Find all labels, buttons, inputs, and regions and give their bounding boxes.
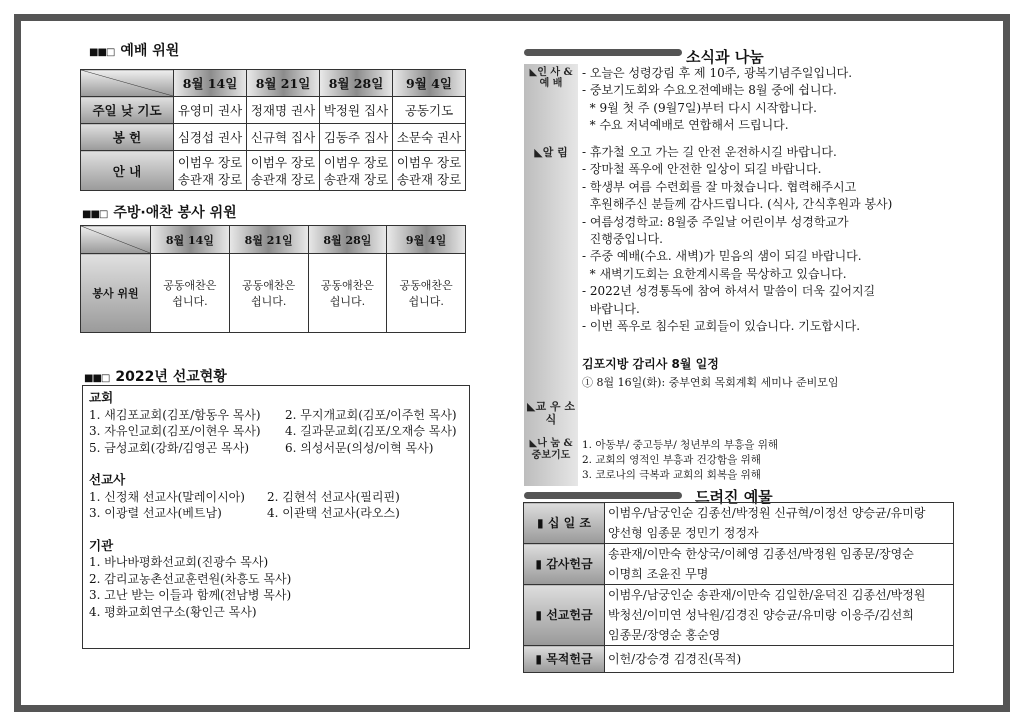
offering-names: 이헌/강승경 김경진(목적)	[605, 646, 954, 673]
table-cell: 소문숙 권사	[393, 124, 466, 151]
section-bullet-icon: ■■□	[84, 373, 110, 384]
list-item: 2. 감리교농촌선교훈련원(차흥도 목사)	[89, 571, 292, 586]
triangle-icon: ◣	[529, 438, 538, 449]
square-icon: ▮	[537, 516, 544, 530]
square-icon: ▮	[535, 557, 543, 571]
table-cell: 공동기도	[393, 97, 466, 124]
table-cell: 박정원 집사	[320, 97, 393, 124]
list-item: 1. 아동부/ 중고등부/ 청년부의 부흥을 위해	[582, 439, 779, 451]
offering-label: ▮ 십 일 조	[524, 503, 605, 544]
list-item: 후원해주신 분들께 감사드립니다. (식사, 간식후원과 봉사)	[582, 197, 893, 212]
section-bullet-icon: ■■□	[89, 47, 115, 58]
square-icon: ▮	[535, 652, 543, 666]
divider-bar	[524, 492, 682, 499]
offering-names: 이범우/남궁인순 김종선/박정원 신규혁/이정선 양승균/유미랑 양선형 임종문 정민기 정정자	[605, 503, 954, 544]
mission-box	[82, 385, 470, 649]
table-cell: 이범우 장로 송관재 장로	[320, 151, 393, 191]
date-header: 9월 4일	[387, 226, 466, 254]
mission-heading-organizations: 기관	[89, 537, 114, 553]
worship-table	[80, 69, 466, 191]
list-item: 4. 평화교회연구소(황인근 목사)	[89, 604, 257, 619]
offering-label: ▮ 목적헌금	[524, 646, 605, 673]
prayer-list	[582, 438, 778, 483]
table-cell: 신규혁 집사	[247, 124, 320, 151]
kitchen-title: 주방·애찬 봉사 위원	[113, 205, 237, 221]
date-header: 8월 14일	[151, 226, 230, 254]
list-item: - 장마철 폭우에 안전한 일상이 되길 바랍니다.	[582, 162, 822, 177]
date-header: 8월 14일	[174, 70, 247, 97]
table-cell: 유영미 권사	[174, 97, 247, 124]
list-item: 3. 코로나의 극복과 교회의 회복을 위해	[582, 469, 761, 481]
date-header: 8월 21일	[229, 226, 308, 254]
date-header: 8월 21일	[247, 70, 320, 97]
table-cell: 이범우 장로 송관재 장로	[247, 151, 320, 191]
mission-section-title	[84, 366, 227, 386]
table-cell: 심경섭 권사	[174, 124, 247, 151]
district-item: ① 8월 16일(화): 중부연회 목회계획 세미나 준비모임	[582, 376, 839, 389]
table-cell: 공동애찬은 쉽니다.	[308, 254, 387, 333]
list-item: - 중보기도회와 수요오전예배는 8월 중에 쉽니다.	[582, 83, 837, 98]
list-item: 1. 새김포교회(김포/함동우 목사) 2. 무지개교회(김포/이주헌 목사)	[89, 407, 457, 422]
list-item: - 오늘은 성령강림 후 제 10주, 광복기념주일입니다.	[582, 66, 853, 80]
list-item: 5. 금성교회(강화/김영곤 목사) 6. 의성서문(의성/이혁 목사)	[89, 440, 434, 455]
list-item: 진행중입니다.	[582, 232, 663, 247]
mission-heading-churches: 교회	[89, 390, 114, 405]
row-label-service: 봉사 위원	[81, 254, 151, 333]
list-item: 2. 교회의 영적인 부흥과 건강함을 위해	[582, 454, 761, 466]
share-label: ◣나 눔 & 중보기도	[529, 438, 573, 461]
divider-bar	[524, 49, 682, 56]
list-item: 1. 신정채 선교사(말레이시아) 2. 김현석 선교사(필리핀)	[89, 489, 400, 504]
offering-names: 이범우/남궁인순 송관재/이만숙 김일한/윤덕진 김종선/박정원 박청선/이미연 성낙원/김경진 양승균/유미랑 이응주/김선희 임종문/장영순 홍순영	[605, 585, 954, 646]
list-item: * 새벽기도회는 요한계시록을 묵상하고 있습니다.	[582, 266, 847, 281]
triangle-icon: ◣	[529, 67, 538, 78]
list-item: * 수요 저녁예배로 연합해서 드립니다.	[582, 118, 789, 133]
list-item: - 휴가철 오고 가는 길 안전 운전하시길 바랍니다.	[582, 145, 837, 159]
list-item: 1. 바나바평화선교회(진광수 목사)	[89, 555, 269, 569]
row-label-usher: 안 내	[81, 151, 174, 191]
member-news-label: ◣교 우 소 식	[526, 400, 575, 426]
mission-title: 2022년 선교현황	[115, 369, 227, 385]
list-item: - 여름성경학교: 8월중 주일날 어린이부 성경학교가	[582, 214, 849, 229]
list-item: - 주중 예배(수요. 새벽)가 믿음의 샘이 되길 바랍니다.	[582, 249, 862, 264]
greeting-list	[582, 65, 982, 135]
offering-title: 드려진 예물	[695, 488, 773, 506]
offering-label: ▮ 감사헌금	[524, 544, 605, 585]
date-header: 9월 4일	[393, 70, 466, 97]
table-cell: 이범우 장로 송관재 장로	[393, 151, 466, 191]
worship-title: 예배 위원	[120, 43, 180, 59]
section-bullet-icon: ■■□	[82, 209, 108, 220]
list-item: * 9월 첫 주 (9월7일)부터 다시 시작합니다.	[582, 100, 817, 115]
greeting-label: ◣인 사 & 예 배	[529, 67, 573, 89]
square-icon: ▮	[535, 608, 543, 622]
triangle-icon: ◣	[526, 400, 536, 413]
worship-section-title	[89, 40, 179, 60]
kitchen-section-title	[82, 202, 237, 222]
table-cell: 정재명 권사	[247, 97, 320, 124]
notice-list	[582, 144, 982, 335]
mission-heading-missionaries: 선교사	[89, 472, 126, 487]
list-item: 3. 자유인교회(김포/이현우 목사) 4. 길과문교회(김포/오재승 목사)	[89, 424, 457, 438]
list-item: - 2022년 성경통독에 참여 하셔서 말씀이 더욱 깊어지길	[582, 284, 876, 299]
list-item: - 학생부 여름 수련회를 잘 마쳤습니다. 협력해주시고	[582, 179, 857, 194]
offering-table	[523, 502, 954, 673]
table-cell: 공동애찬은 쉽니다.	[151, 254, 230, 333]
kitchen-table	[80, 225, 466, 333]
date-header: 8월 28일	[320, 70, 393, 97]
corner-cell	[81, 70, 174, 97]
news-title: 소식과 나눔	[686, 48, 764, 66]
row-label-prayer: 주일 낮 기도	[81, 97, 174, 124]
district-title: 김포지방 감리사 8월 일정	[582, 357, 719, 371]
table-cell: 공동애찬은 쉽니다.	[387, 254, 466, 333]
list-item: 바랍니다.	[582, 301, 640, 316]
corner-cell	[81, 226, 151, 254]
date-header: 8월 28일	[308, 226, 387, 254]
offering-label: ▮ 선교헌금	[524, 585, 605, 646]
notice-label: ◣알 림	[534, 146, 568, 159]
offering-names: 송관재/이만숙 한상국/이혜영 김종선/박정원 임종문/장영순 이명희 조윤진 무명	[605, 544, 954, 585]
triangle-icon: ◣	[534, 146, 543, 159]
list-item: 3. 이광렬 선교사(베트남) 4. 이관택 선교사(라오스)	[89, 506, 400, 520]
row-label-offering: 봉 헌	[81, 124, 174, 151]
table-cell: 공동애찬은 쉽니다.	[229, 254, 308, 333]
table-cell: 이범우 장로 송관재 장로	[174, 151, 247, 191]
table-cell: 김동주 집사	[320, 124, 393, 151]
list-item: - 이번 폭우로 침수된 교회들이 있습니다. 기도합시다.	[582, 319, 861, 334]
list-item: 3. 고난 받는 이들과 함께(전남병 목사)	[89, 588, 292, 602]
